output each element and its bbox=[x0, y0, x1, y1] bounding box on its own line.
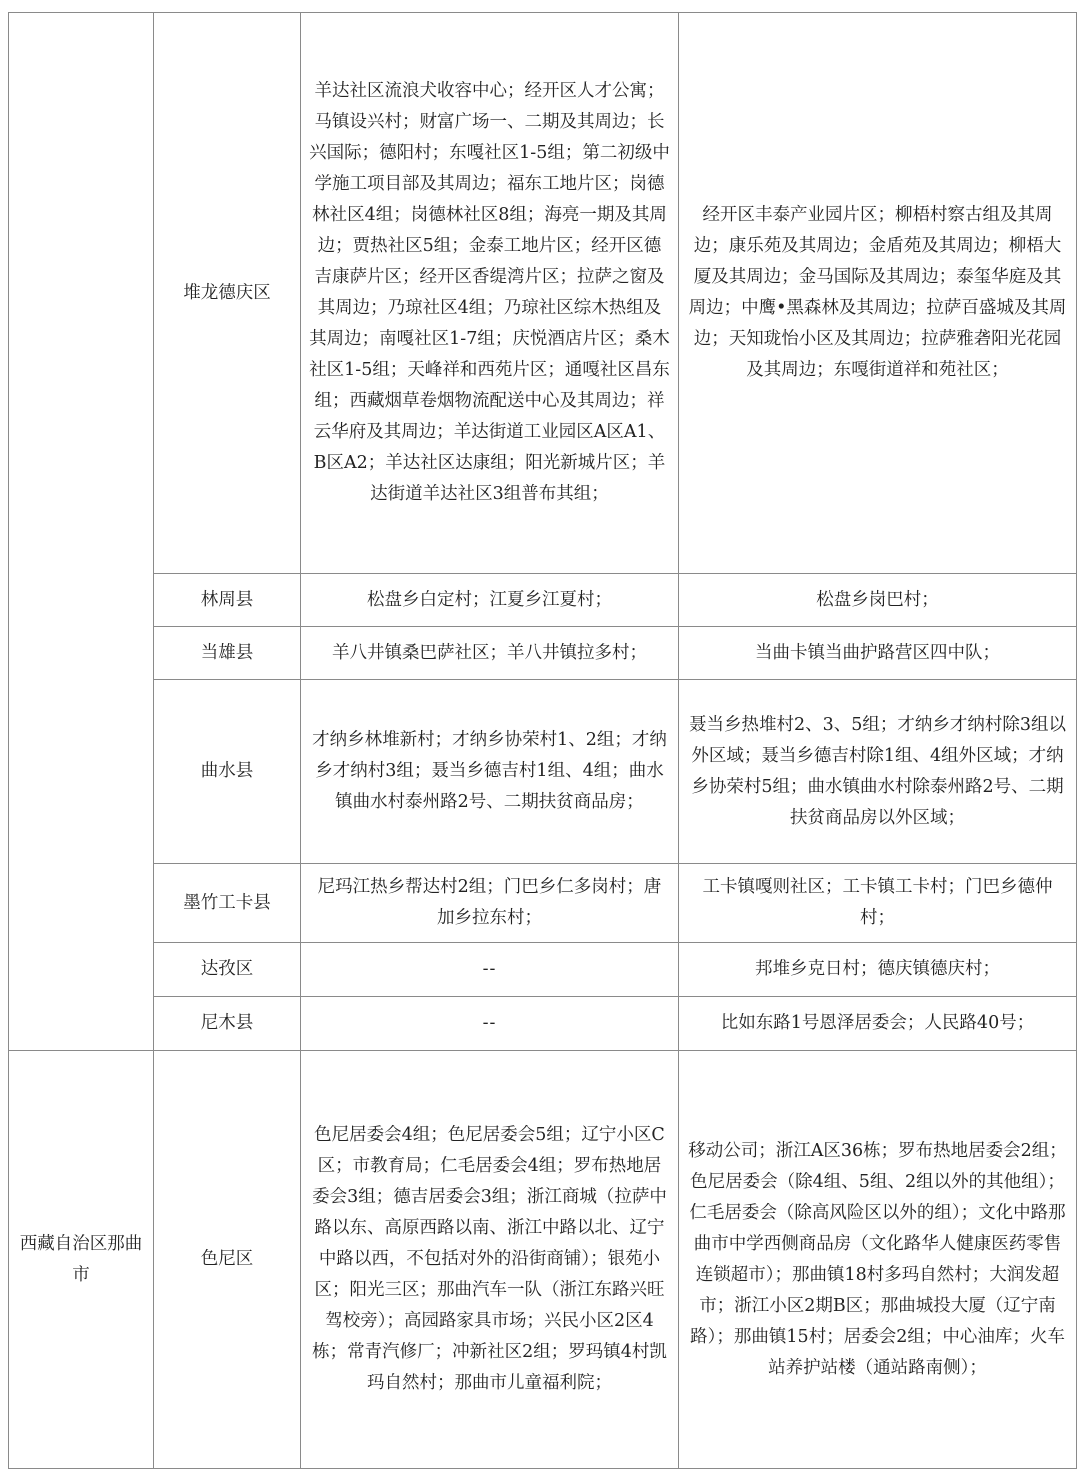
mid-risk-cell: 比如东路1号恩泽居委会；人民路40号； bbox=[679, 997, 1077, 1051]
mid-risk-cell: 当曲卡镇当曲护路营区四中队； bbox=[679, 627, 1077, 680]
high-risk-cell: 羊八井镇桑巴萨社区；羊八井镇拉多村； bbox=[301, 627, 679, 680]
high-risk-cell: -- bbox=[301, 997, 679, 1051]
mid-risk-cell: 移动公司；浙江A区36栋；罗布热地居委会2组；色尼居委会（除4组、5组、2组以外的其他组）；仁毛居委会（除高风险区以外的组）；文化中路那曲市中学西侧商品房（文化路华人健康医药零售连锁超市）；那曲镇18村多玛自然村；大润发超市；浙江小区2期B区；那曲城投大厦（辽宁南路）；那曲镇15村；居委会2组；中心油库；火车站养护站楼（通站路南侧）； bbox=[679, 1051, 1077, 1469]
county-cell: 当雄县 bbox=[154, 627, 301, 680]
table-row bbox=[9, 1051, 1077, 1469]
mid-risk-cell: 聂当乡热堆村2、3、5组；才纳乡才纳村除3组以外区域；聂当乡德吉村除1组、4组外区域；才纳乡协荣村5组；曲水镇曲水村除泰州路2号、二期扶贫商品房以外区域； bbox=[679, 680, 1077, 864]
city-cell bbox=[9, 13, 154, 1051]
county-cell: 林周县 bbox=[154, 574, 301, 627]
county-cell: 堆龙德庆区 bbox=[154, 13, 301, 574]
mid-risk-cell: 工卡镇嘎则社区；工卡镇工卡村；门巴乡德仲村； bbox=[679, 864, 1077, 943]
high-risk-cell: 色尼居委会4组；色尼居委会5组；辽宁小区C区；市教育局；仁毛居委会4组；罗布热地居委会3组；德吉居委会3组；浙江商城（拉萨中路以东、高原西路以南、浙江中路以北、辽宁中路以西，不包括对外的沿街商铺）；银苑小区；阳光三区；那曲汽车一队（浙江东路兴旺驾校旁）；高园路家具市场；兴民小区2区4栋；常青汽修厂；冲新社区2组；罗玛镇4村凯玛自然村；那曲市儿童福利院； bbox=[301, 1051, 679, 1469]
high-risk-cell: 松盘乡白定村；江夏乡江夏村； bbox=[301, 574, 679, 627]
table-row bbox=[9, 864, 1077, 943]
table-row bbox=[9, 680, 1077, 864]
high-risk-cell: 才纳乡林堆新村；才纳乡协荣村1、2组；才纳乡才纳村3组；聂当乡德吉村1组、4组；曲水镇曲水村泰州路2号、二期扶贫商品房； bbox=[301, 680, 679, 864]
table-row bbox=[9, 997, 1077, 1051]
high-risk-cell: -- bbox=[301, 943, 679, 997]
high-risk-cell: 羊达社区流浪犬收容中心；经开区人才公寓；马镇设兴村；财富广场一、二期及其周边；长兴国际；德阳村；东嘎社区1-5组；第二初级中学施工项目部及其周边；福东工地片区；岗德林社区4组；岗德林社区8组；海亮一期及其周边；贾热社区5组；金泰工地片区；经开区德吉康萨片区；经开区香缇湾片区；拉萨之窗及其周边；乃琼社区4组；乃琼社区综木热组及其周边；南嘎社区1-7组；庆悦酒店片区；桑木社区1-5组；天峰祥和西苑片区；通嘎社区昌东组；西藏烟草卷烟物流配送中心及其周边；祥云华府及其周边；羊达街道工业园区A区A1、B区A2；羊达社区达康组；阳光新城片区；羊达街道羊达社区3组普布其组； bbox=[301, 13, 679, 574]
table-row bbox=[9, 574, 1077, 627]
county-cell: 尼木县 bbox=[154, 997, 301, 1051]
mid-risk-cell: 邦堆乡克日村；德庆镇德庆村； bbox=[679, 943, 1077, 997]
city-cell: 西藏自治区那曲市 bbox=[9, 1051, 154, 1469]
county-cell: 曲水县 bbox=[154, 680, 301, 864]
table-row bbox=[9, 13, 1077, 574]
risk-area-table bbox=[8, 12, 1077, 1469]
table-row bbox=[9, 627, 1077, 680]
county-cell: 色尼区 bbox=[154, 1051, 301, 1469]
county-cell: 达孜区 bbox=[154, 943, 301, 997]
table-row bbox=[9, 943, 1077, 997]
mid-risk-cell: 经开区丰泰产业园片区；柳梧村察古组及其周边；康乐苑及其周边；金盾苑及其周边；柳梧大厦及其周边；金马国际及其周边；泰玺华庭及其周边；中鹰•黑森林及其周边；拉萨百盛城及其周边；天知珑怡小区及其周边；拉萨雅砻阳光花园及其周边；东嘎街道祥和苑社区； bbox=[679, 13, 1077, 574]
mid-risk-cell: 松盘乡岗巴村； bbox=[679, 574, 1077, 627]
county-cell: 墨竹工卡县 bbox=[154, 864, 301, 943]
high-risk-cell: 尼玛江热乡帮达村2组；门巴乡仁多岗村；唐加乡拉东村； bbox=[301, 864, 679, 943]
